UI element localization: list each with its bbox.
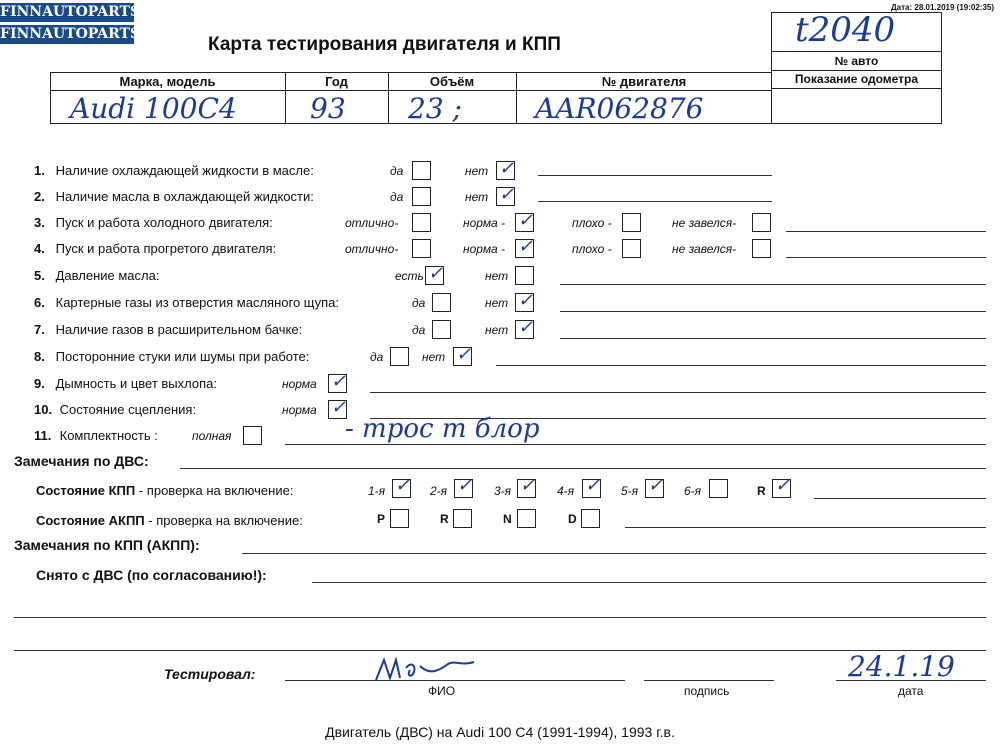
option-label: норма - <box>463 216 506 230</box>
extra-line-1 <box>14 617 986 618</box>
kpp-line <box>814 498 986 499</box>
item-label <box>34 163 314 178</box>
kpp-label: Состояние КПП - проверка на включение: <box>36 483 294 498</box>
gear-label: 4-я <box>557 484 575 498</box>
item-number: 10. <box>34 402 53 417</box>
check-mark: ✓ <box>518 317 534 338</box>
mode-label: P <box>377 512 386 526</box>
option-checkbox[interactable] <box>622 239 641 258</box>
item-text: Давление масла: <box>55 268 160 283</box>
tested-by-label: Тестировал: <box>164 666 256 682</box>
item-notes-line <box>538 175 772 176</box>
scan-timestamp: Дата: 28.01.2019 (19:02:35) <box>890 3 994 12</box>
mode-label: D <box>568 512 577 526</box>
item-notes-line <box>285 444 986 445</box>
card-number: t2040 <box>795 10 896 50</box>
item-notes-line <box>786 257 986 258</box>
mode-label: R <box>440 512 449 526</box>
dvs-remarks-label: Замечания по ДВС: <box>14 453 149 469</box>
item-label <box>34 428 158 443</box>
item-number: 2. <box>34 189 45 204</box>
item-text: Пуск и работа холодного двигателя: <box>55 215 273 230</box>
header-make-model: Марка, модель <box>119 74 216 89</box>
option-label: не завелся- <box>672 216 737 230</box>
item-text: Наличие масла в охлаждающей жидкости: <box>55 189 314 204</box>
mode-checkbox[interactable] <box>453 509 472 528</box>
odometer-divider <box>771 88 942 89</box>
option-label: нет <box>465 190 489 204</box>
option-checkbox[interactable] <box>412 187 431 206</box>
check-mark: ✓ <box>456 344 472 365</box>
option-label: да <box>370 350 384 364</box>
item-notes-line <box>496 365 986 366</box>
auto-number-label: № авто <box>834 54 879 68</box>
mode-checkbox[interactable] <box>390 509 409 528</box>
item-number: 8. <box>34 349 45 364</box>
option-checkbox[interactable] <box>752 239 771 258</box>
akpp-line <box>625 527 986 528</box>
gear-label: 1-я <box>368 484 386 498</box>
option-checkbox[interactable] <box>412 161 431 180</box>
option-label: отлично- <box>345 216 399 230</box>
item-label <box>34 215 273 230</box>
value-engine-number: AAR062876 <box>535 92 704 125</box>
option-checkbox[interactable] <box>243 426 262 445</box>
item-text: Состояние сцепления: <box>59 402 197 417</box>
date-label: дата <box>898 684 924 698</box>
fio-label: ФИО <box>428 684 456 698</box>
option-label: да <box>412 296 426 310</box>
item-text: Картерные газы из отверстия масляного щупа: <box>55 295 340 310</box>
option-label: отлично- <box>345 242 399 256</box>
watermark-logo-1: FINNAUTOPARTS <box>0 4 141 20</box>
check-mark: ✓ <box>518 236 534 257</box>
option-checkbox[interactable] <box>515 266 534 285</box>
option-label: есть <box>395 269 424 283</box>
removed-label: Снято с ДВС (по согласованию!): <box>36 567 267 583</box>
watermark-logo-2: FINNAUTOPARTS <box>0 26 141 42</box>
item-text: Комплектность : <box>59 428 158 443</box>
removed-line <box>312 582 986 583</box>
gear-checkbox[interactable] <box>709 479 728 498</box>
mode-checkbox[interactable] <box>581 509 600 528</box>
value-volume: 23 ; <box>408 92 462 125</box>
item-text: Пуск и работа прогретого двигателя: <box>55 241 277 256</box>
option-checkbox[interactable] <box>752 213 771 232</box>
item-label <box>34 349 309 364</box>
test-date: 24.1.19 <box>848 650 955 683</box>
gear-label: R <box>757 484 766 498</box>
option-label: полная <box>192 429 232 443</box>
gear-label: 5-я <box>621 484 639 498</box>
option-label: норма <box>282 403 317 417</box>
header-volume: Объём <box>429 74 475 89</box>
gear-check-mark: ✓ <box>648 475 664 496</box>
item-text: Наличие охлаждающей жидкости в масле: <box>55 163 314 178</box>
kpp-remarks-label: Замечания по КПП (АКПП): <box>14 537 200 553</box>
gear-label: 3-я <box>494 484 512 498</box>
item-label <box>34 241 276 256</box>
extra-line-2 <box>14 650 986 651</box>
item-number: 11. <box>34 428 52 443</box>
option-label: нет <box>485 323 509 337</box>
item-label <box>34 322 302 337</box>
gear-label: 6-я <box>684 484 702 498</box>
gear-check-mark: ✓ <box>775 475 791 496</box>
item-notes-line <box>786 231 986 232</box>
akpp-label: Состояние АКПП - проверка на включение: <box>36 513 303 528</box>
item-number: 6. <box>34 295 45 310</box>
option-checkbox[interactable] <box>622 213 641 232</box>
option-label: да <box>390 190 404 204</box>
item-text: Наличие газов в расширительном бачке: <box>55 322 303 337</box>
value-make-model: Audi 100C4 <box>70 92 237 125</box>
check-mark: ✓ <box>331 371 347 392</box>
item-label <box>34 268 159 283</box>
item-text: Дымность и цвет выхлопа: <box>55 376 217 391</box>
tester-signature <box>370 652 480 686</box>
header-engine-number: № двигателя <box>601 74 687 89</box>
option-label: нет <box>465 164 489 178</box>
option-label: нет <box>422 350 446 364</box>
form-title: Карта тестирования двигателя и КПП <box>208 34 561 55</box>
option-checkbox[interactable] <box>390 347 409 366</box>
option-checkbox[interactable] <box>432 320 451 339</box>
odometer-label: Показание одометра <box>794 72 919 86</box>
item-notes-line <box>560 284 986 285</box>
option-checkbox[interactable] <box>432 293 451 312</box>
option-label: норма <box>282 377 317 391</box>
caption: Двигатель (ДВС) на Audi 100 C4 (1991-1994), 1993 г.в. <box>325 724 675 740</box>
item-notes-line <box>560 311 986 312</box>
dvs-remarks-line <box>180 468 986 469</box>
item-notes-line <box>538 201 772 202</box>
check-mark: ✓ <box>518 290 534 311</box>
kpp-remarks-line <box>242 553 986 554</box>
option-label: да <box>390 164 404 178</box>
mode-checkbox[interactable] <box>517 509 536 528</box>
item-label <box>34 402 196 417</box>
option-label: норма - <box>463 242 506 256</box>
option-label: плохо - <box>572 242 612 256</box>
option-label: нет <box>485 269 509 283</box>
item-number: 4. <box>34 241 45 256</box>
gear-check-mark: ✓ <box>520 475 536 496</box>
option-checkbox[interactable] <box>412 239 431 258</box>
signature-label: подпись <box>684 684 730 698</box>
item-text: Посторонние стуки или шумы при работе: <box>55 349 310 364</box>
item-notes-line <box>560 338 986 339</box>
option-label: плохо - <box>572 216 612 230</box>
value-year: 93 <box>310 92 346 125</box>
header-year: Год <box>325 74 348 89</box>
completeness-note: - трос т блор <box>345 414 540 444</box>
option-label: нет <box>485 296 509 310</box>
check-mark: ✓ <box>499 158 515 179</box>
gear-check-mark: ✓ <box>585 475 601 496</box>
item-number: 1. <box>34 163 45 178</box>
item-number: 7. <box>34 322 45 337</box>
check-mark: ✓ <box>518 210 534 231</box>
check-mark: ✓ <box>499 184 515 205</box>
check-mark: ✓ <box>331 397 347 418</box>
item-label <box>34 189 314 204</box>
auto-divider <box>771 70 942 71</box>
signature-line <box>644 680 774 681</box>
mode-label: N <box>503 512 512 526</box>
option-label: да <box>412 323 426 337</box>
gear-check-mark: ✓ <box>395 475 411 496</box>
gear-check-mark: ✓ <box>457 475 473 496</box>
option-label: не завелся- <box>672 242 737 256</box>
item-label <box>34 295 339 310</box>
option-checkbox[interactable] <box>412 213 431 232</box>
item-label <box>34 376 217 391</box>
item-number: 3. <box>34 215 45 230</box>
gear-label: 2-я <box>430 484 448 498</box>
item-number: 5. <box>34 268 45 283</box>
item-notes-line <box>370 392 986 393</box>
check-mark: ✓ <box>428 263 444 284</box>
item-number: 9. <box>34 376 45 391</box>
